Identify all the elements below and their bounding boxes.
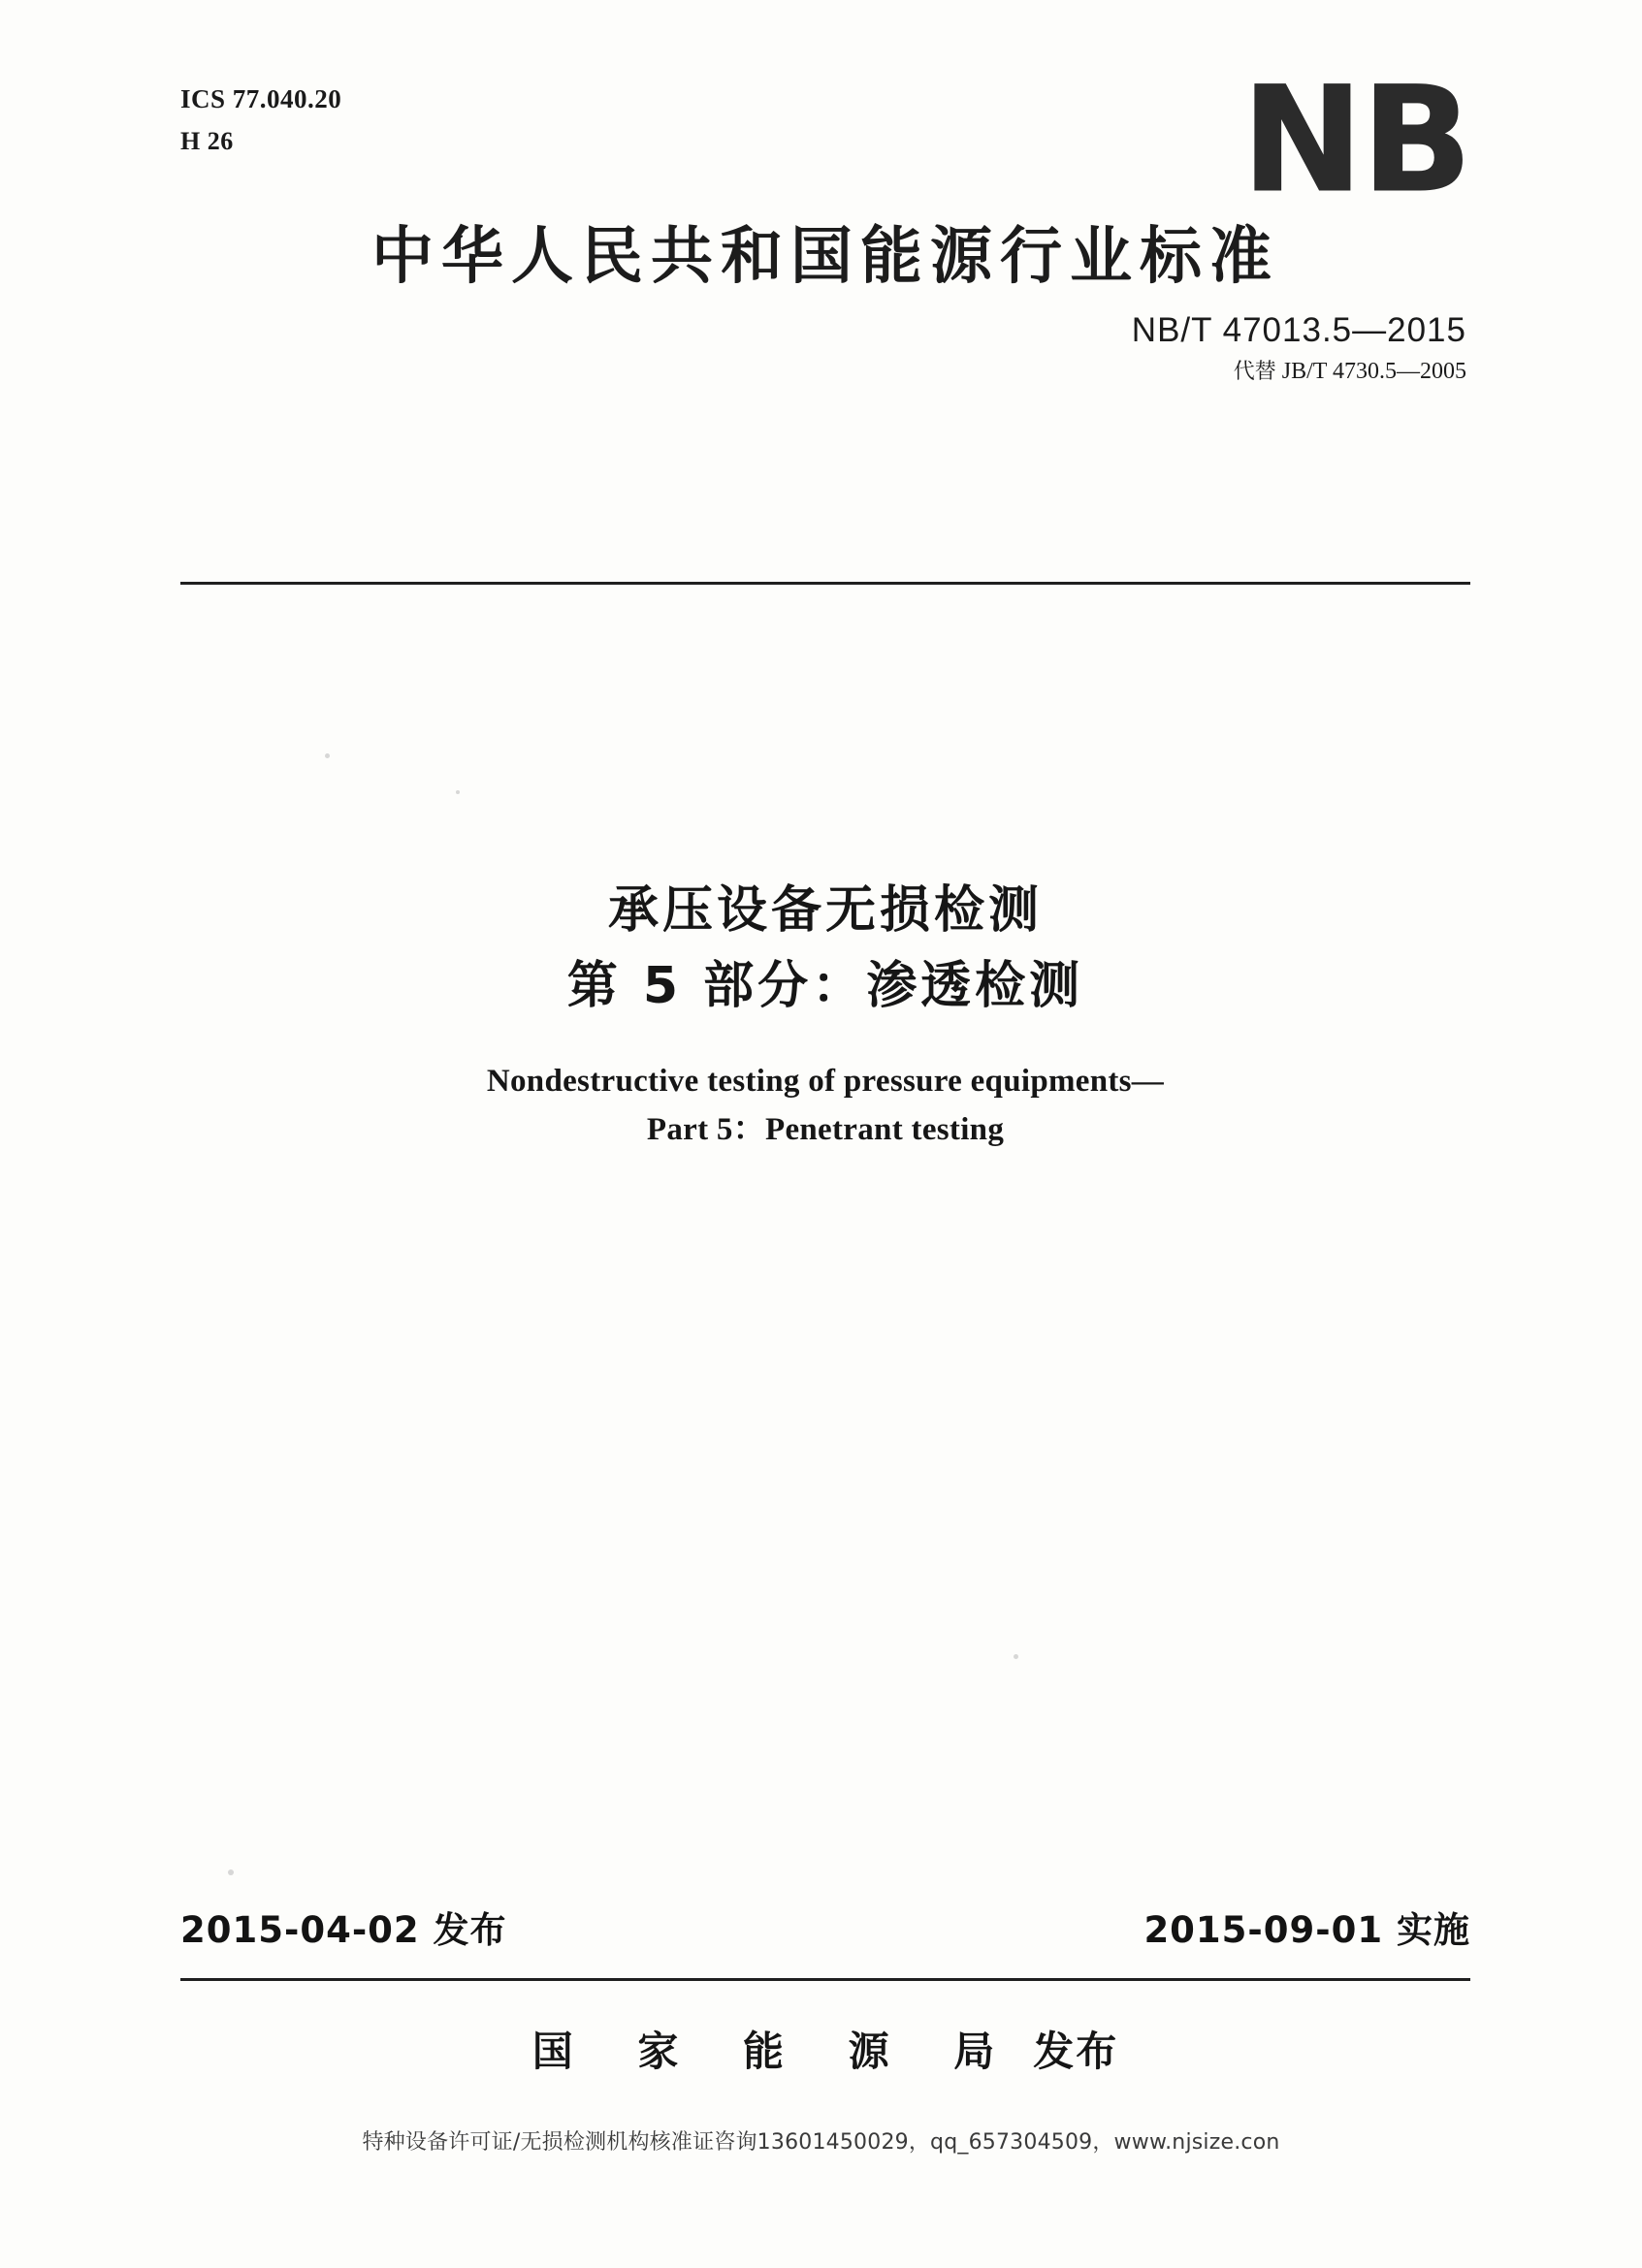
issuer-verb: 发布 [1033,2028,1119,2075]
cover-header [180,56,1470,398]
ics-code-block [180,78,341,163]
header-divider [180,582,1470,585]
document-title-cn-line1: 承压设备无损检测 [607,881,1043,940]
ics-code: ICS 77.040.20 [180,84,342,113]
effective-date: 2015-09-01 实施 [1143,1909,1470,1951]
document-title-en-line1: Nondestructive testing of pressure equipments— [486,1064,1165,1099]
issuer-line [180,2025,1470,2079]
classification-code: H 26 [180,127,234,155]
document-title-en-line2: Part 5：Penetrant testing [646,1112,1005,1147]
issuer-organization: 国 家 能 源 局 [531,2028,1020,2075]
scan-speck [325,753,330,758]
replaces-standard-line [1234,357,1466,387]
nb-logo: NB [1241,56,1470,225]
replaces-label: 代替 [1233,360,1276,384]
replaces-standard-number: JB/T 4730.5—2005 [1281,359,1466,384]
document-title-cn-line2: 第 5 部分：渗透检测 [566,957,1084,1015]
watermark-text: 特种设备许可证/无损检测机构核准证咨询13601450029，qq_657304509，www.njsize.con [362,2130,1280,2155]
date-row [180,1905,1470,1964]
document-title-block [180,873,1470,1154]
footer-divider [180,1978,1470,1981]
scan-speck [456,790,460,794]
scan-speck [1014,1654,1018,1659]
national-standard-title: 中华人民共和国能源行业标准 [371,221,1279,293]
scan-speck [228,1869,234,1875]
standard-number: NB/T 47013.5—2015 [1131,311,1466,349]
issue-date: 2015-04-02 发布 [180,1909,507,1951]
